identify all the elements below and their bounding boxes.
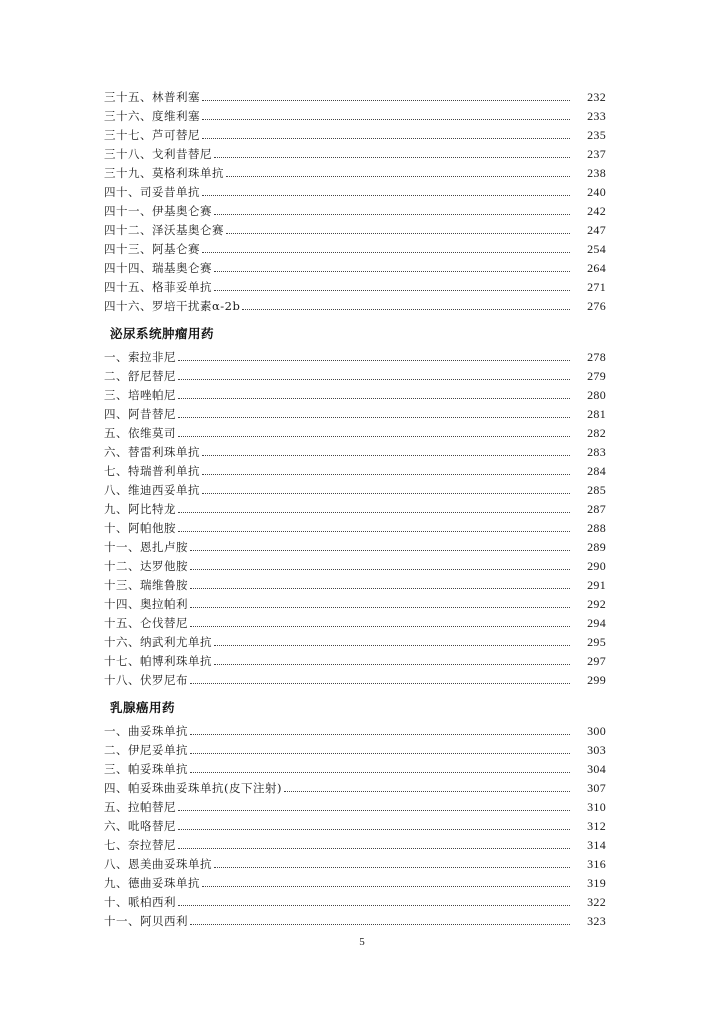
toc-entry-page-number: 237: [587, 147, 606, 161]
toc-entry-title: 十二、达罗他胺: [104, 559, 188, 573]
toc-entry-page-number: 235: [587, 128, 606, 142]
toc-entry[interactable]: [104, 595, 606, 614]
toc-entry-page-number: 289: [587, 540, 606, 554]
toc-entry[interactable]: [104, 240, 606, 259]
toc-entry-page-number: 254: [587, 242, 606, 256]
toc-entry-page-number: 233: [587, 109, 606, 123]
toc-entry[interactable]: [104, 912, 606, 931]
page-number: 5: [359, 936, 365, 948]
toc-entry-title: 十八、伏罗尼布: [104, 673, 188, 687]
section-heading-urinary: 泌尿系统肿瘤用药: [110, 326, 215, 341]
toc-entry-page-number: 271: [587, 280, 606, 294]
dot-leader: [178, 512, 570, 513]
toc-entry[interactable]: [104, 278, 606, 297]
toc-entry-title: 七、奈拉替尼: [104, 838, 176, 852]
dot-leader: [190, 569, 570, 570]
toc-entry[interactable]: [104, 259, 606, 278]
dot-leader: [190, 550, 570, 551]
toc-entry-page-number: 281: [587, 407, 606, 421]
toc-entry[interactable]: [104, 386, 606, 405]
dot-leader: [190, 924, 570, 925]
toc-entry-page-number: 264: [587, 261, 606, 275]
toc-entry-title: 六、吡咯替尼: [104, 819, 176, 833]
toc-entry[interactable]: [104, 855, 606, 874]
toc-entry[interactable]: [104, 202, 606, 221]
dot-leader: [178, 360, 570, 361]
dot-leader: [214, 157, 570, 158]
dot-leader: [178, 848, 570, 849]
dot-leader: [178, 379, 570, 380]
toc-entry-title: 十六、纳武利尤单抗: [104, 635, 212, 649]
toc-entry-title: 八、恩美曲妥珠单抗: [104, 857, 212, 871]
toc-group-urinary: [104, 348, 606, 690]
toc-entry-page-number: 303: [587, 743, 606, 757]
toc-entry-page-number: 278: [587, 350, 606, 364]
toc-entry-page-number: 290: [587, 559, 606, 573]
toc-entry[interactable]: [104, 164, 606, 183]
toc-entry-page-number: 280: [587, 388, 606, 402]
dot-leader: [226, 233, 570, 234]
toc-entry[interactable]: [104, 297, 606, 316]
toc-entry[interactable]: [104, 443, 606, 462]
toc-entry[interactable]: [104, 462, 606, 481]
toc-entry-page-number: 292: [587, 597, 606, 611]
toc-entry[interactable]: [104, 221, 606, 240]
toc-entry-page-number: 283: [587, 445, 606, 459]
dot-leader: [190, 588, 570, 589]
dot-leader: [178, 829, 570, 830]
section-heading-breast: 乳腺癌用药: [110, 700, 176, 715]
dot-leader: [178, 398, 570, 399]
toc-entry[interactable]: [104, 519, 606, 538]
toc-entry-title: 六、替雷利珠单抗: [104, 445, 200, 459]
dot-leader: [178, 417, 570, 418]
toc-group-breast: [104, 722, 606, 931]
dot-leader: [190, 734, 570, 735]
toc-entry[interactable]: [104, 633, 606, 652]
toc-entry-title: 四十三、阿基仑赛: [104, 242, 200, 256]
toc-entry-title: 十、阿帕他胺: [104, 521, 176, 535]
toc-entry-title: 四、帕妥珠曲妥珠单抗(皮下注射): [104, 781, 282, 795]
toc-entry-page-number: 300: [587, 724, 606, 738]
dot-leader: [214, 645, 570, 646]
toc-entry-page-number: 304: [587, 762, 606, 776]
toc-entry[interactable]: [104, 893, 606, 912]
dot-leader: [190, 753, 570, 754]
toc-entry-title: 十七、帕博利珠单抗: [104, 654, 212, 668]
toc-entry-page-number: 319: [587, 876, 606, 890]
dot-leader: [202, 138, 570, 139]
dot-leader: [202, 493, 570, 494]
toc-entry-page-number: 310: [587, 800, 606, 814]
toc-entry-page-number: 284: [587, 464, 606, 478]
toc-entry-page-number: 247: [587, 223, 606, 237]
toc-entry-title: 一、曲妥珠单抗: [104, 724, 188, 738]
toc-entry-title: 十一、阿贝西利: [104, 914, 188, 928]
dot-leader: [226, 176, 570, 177]
dot-leader: [190, 607, 570, 608]
dot-leader: [178, 810, 570, 811]
toc-entry-page-number: 312: [587, 819, 606, 833]
toc-entry-title: 五、拉帕替尼: [104, 800, 176, 814]
toc-entry[interactable]: [104, 183, 606, 202]
toc-entry[interactable]: [104, 145, 606, 164]
toc-entry-title: 四十一、伊基奥仑赛: [104, 204, 212, 218]
table-of-contents: [104, 88, 606, 931]
toc-entry[interactable]: [104, 779, 606, 798]
dot-leader: [202, 119, 570, 120]
toc-entry-page-number: 307: [587, 781, 606, 795]
dot-leader: [202, 455, 570, 456]
toc-entry[interactable]: [104, 367, 606, 386]
toc-entry-title: 四十六、罗培干扰素α-2b: [104, 299, 241, 313]
toc-entry[interactable]: [104, 557, 606, 576]
toc-entry[interactable]: [104, 107, 606, 126]
toc-entry-title: 九、阿比特龙: [104, 502, 176, 516]
toc-entry-page-number: 299: [587, 673, 606, 687]
toc-entry-page-number: 232: [587, 90, 606, 104]
toc-entry[interactable]: [104, 88, 606, 107]
toc-entry-page-number: 314: [587, 838, 606, 852]
toc-entry-title: 二、舒尼替尼: [104, 369, 176, 383]
dot-leader: [214, 271, 570, 272]
toc-entry-page-number: 288: [587, 521, 606, 535]
dot-leader: [214, 867, 570, 868]
dot-leader: [178, 436, 570, 437]
dot-leader: [202, 252, 570, 253]
toc-entry-title: 七、特瑞普利单抗: [104, 464, 200, 478]
dot-leader: [202, 886, 570, 887]
toc-entry[interactable]: [104, 798, 606, 817]
toc-entry-page-number: 291: [587, 578, 606, 592]
toc-entry-title: 四十四、瑞基奥仑赛: [104, 261, 212, 275]
toc-entry[interactable]: [104, 722, 606, 741]
toc-entry[interactable]: [104, 481, 606, 500]
toc-entry[interactable]: [104, 576, 606, 595]
dot-leader: [214, 664, 570, 665]
toc-entry-title: 九、德曲妥珠单抗: [104, 876, 200, 890]
toc-entry-title: 四十、司妥昔单抗: [104, 185, 200, 199]
toc-entry-title: 四十五、格菲妥单抗: [104, 280, 212, 294]
toc-entry-title: 三十七、芦可替尼: [104, 128, 200, 142]
dot-leader: [202, 100, 570, 101]
toc-entry[interactable]: [104, 500, 606, 519]
toc-entry-title: 三十六、度维利塞: [104, 109, 200, 123]
toc-entry[interactable]: [104, 424, 606, 443]
toc-entry-page-number: 238: [587, 166, 606, 180]
dot-leader: [190, 683, 570, 684]
dot-leader: [284, 791, 570, 792]
toc-entry-page-number: 279: [587, 369, 606, 383]
toc-entry-page-number: 323: [587, 914, 606, 928]
toc-entry-page-number: 297: [587, 654, 606, 668]
toc-entry-title: 三十八、戈利昔替尼: [104, 147, 212, 161]
toc-entry[interactable]: [104, 348, 606, 367]
toc-entry-page-number: 285: [587, 483, 606, 497]
toc-entry-title: 十三、瑞维鲁胺: [104, 578, 188, 592]
dot-leader: [190, 626, 570, 627]
dot-leader: [178, 905, 570, 906]
toc-entry[interactable]: [104, 614, 606, 633]
toc-entry-page-number: 294: [587, 616, 606, 630]
dot-leader: [242, 309, 570, 310]
toc-entry-title: 二、伊尼妥单抗: [104, 743, 188, 757]
toc-entry-title: 三、帕妥珠单抗: [104, 762, 188, 776]
toc-entry[interactable]: [104, 741, 606, 760]
toc-entry-title: 一、索拉非尼: [104, 350, 176, 364]
toc-entry-page-number: 316: [587, 857, 606, 871]
toc-entry-title: 十一、恩扎卢胺: [104, 540, 188, 554]
toc-entry[interactable]: [104, 405, 606, 424]
toc-entry[interactable]: [104, 817, 606, 836]
toc-entry-title: 三十五、林普利塞: [104, 90, 200, 104]
toc-entry-page-number: 242: [587, 204, 606, 218]
toc-entry-title: 十、哌柏西利: [104, 895, 176, 909]
toc-entry-title: 四十二、泽沃基奥仑赛: [104, 223, 224, 237]
toc-entry[interactable]: [104, 836, 606, 855]
toc-entry[interactable]: [104, 671, 606, 690]
toc-entry-page-number: 295: [587, 635, 606, 649]
toc-entry[interactable]: [104, 760, 606, 779]
dot-leader: [190, 772, 570, 773]
toc-entry-page-number: 240: [587, 185, 606, 199]
toc-entry-page-number: 287: [587, 502, 606, 516]
toc-entry-page-number: 276: [587, 299, 606, 313]
dot-leader: [202, 195, 570, 196]
toc-entry-page-number: 322: [587, 895, 606, 909]
dot-leader: [214, 214, 570, 215]
dot-leader: [178, 531, 570, 532]
toc-entry[interactable]: [104, 874, 606, 893]
toc-entry-page-number: 282: [587, 426, 606, 440]
toc-entry[interactable]: [104, 652, 606, 671]
toc-group-continued: [104, 88, 606, 316]
dot-leader: [214, 290, 570, 291]
toc-entry-title: 三、培唑帕尼: [104, 388, 176, 402]
toc-entry-title: 十五、仑伐替尼: [104, 616, 188, 630]
toc-entry-title: 十四、奥拉帕利: [104, 597, 188, 611]
toc-entry-title: 三十九、莫格利珠单抗: [104, 166, 224, 180]
toc-entry-title: 八、维迪西妥单抗: [104, 483, 200, 497]
dot-leader: [202, 474, 570, 475]
toc-entry-title: 五、依维莫司: [104, 426, 176, 440]
toc-entry[interactable]: [104, 126, 606, 145]
toc-entry[interactable]: [104, 538, 606, 557]
toc-entry-title: 四、阿昔替尼: [104, 407, 176, 421]
